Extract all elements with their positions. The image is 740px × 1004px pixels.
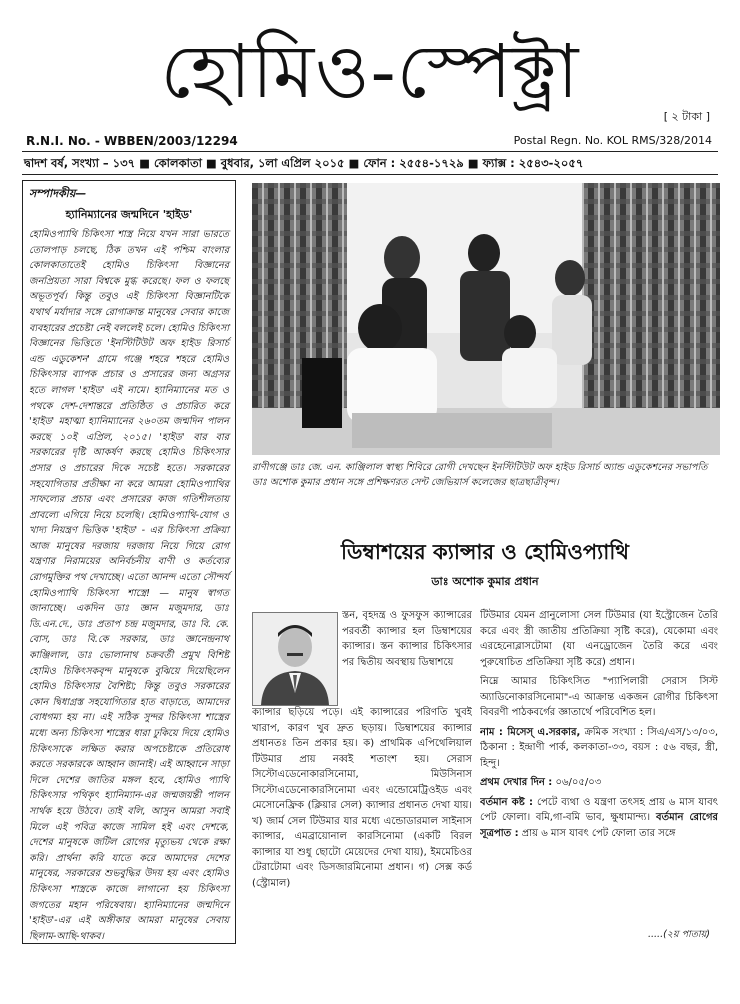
article-paragraph: ক্যান্সার ছড়িয়ে পড়ে। এই ক্যান্সারের পরিণতি খুবই খারাপ, কারণ খুব দ্রুত ছড়ায়। ডিম্বাশয়ের ক্যান্সার প্রধানতঃ তিন প্রকার হয়। ক) প্রাথমিক এপিথেলিয়াল টিউমার প্রায় নব্বই শতাংশ হয়। সেরাস সিস্টোএডেনোকারসিনোমা, মিউসিনাস সিস্টোএডেনোকারসিনোমা এবং এন্ডোমেট্রিওইড এবং মেসোনেফ্রিক (ক্লিয়ার সেল) ক্যান্সার প্রধানত দেখা যায়। খ) জার্ম সেল টিউমার যার মধ্যে এন্ডোডারমাল সাইনাস ক্যান্সার, এমব্রায়োনাল কারসিনোমা (একটি বিরল ক্যান্সার যা শুধু ছোটো মেয়েদের দেখা যায়), ইমমেচিওর টেরাটোমা এবং ডিসজারমিনোমা প্রধান। গ) সেক্স কর্ড (স্ট্রোমাল) bbox=[252, 707, 472, 889]
news-photo bbox=[252, 183, 720, 455]
masthead bbox=[0, 0, 740, 150]
photo-caption: রাণীগঞ্জে ডাঃ জে. এন. কাঞ্জিলাল স্বাস্থ্য শিবিরে রোগী দেখছেন ইনস্টিটিউট অফ হাইড রিসার্চ অ্যান্ড এডুকেশনের সভাপতি ডাঃ অশোক কুমার প্রধান সঙ্গে প্রশিক্ষণরত সেন্ট জেভিয়ার্স কলেজের ছাত্রছাত্রীবৃন্দ। bbox=[252, 462, 708, 488]
rni-number: R.N.I. No. - WBBEN/2003/12294 bbox=[26, 134, 238, 148]
complaint-label: বর্তমান কষ্ট : bbox=[480, 796, 534, 808]
article-column-2 bbox=[480, 608, 718, 948]
article-column-1 bbox=[252, 705, 472, 941]
continued-note: .....(২য় পাতায়) bbox=[648, 929, 710, 940]
newspaper-title: হোমিও-স্পেক্ট্রা bbox=[160, 29, 580, 115]
complaint bbox=[480, 795, 718, 842]
first-visit-text: ০৬/০৫/০৩ bbox=[552, 777, 602, 788]
onset-label: বর্তমান রোগের সূত্রপাত : bbox=[480, 812, 718, 839]
editorial-body: হোমিওপ্যাথি চিকিৎসা শাস্ত্র নিয়ে যখন সারা ভারতে তোলপাড় চলছে, ঠিক তখন এই পশ্চিম বাংলার কোলকাতাতেই হোমিও চিকিৎসা বিজ্ঞানের জনপ্রিয়তা সারা বিশ্বকে মুগ্ধ করেছে। ফল ও ফলছে অভূতপূর্ব। কিন্তু তবুও এই চিকিৎসা বিজ্ঞানটিকে যথার্থ মর্যাদার সঙ্গে রোগাক্রান্ত মানুষের সেবার কাজে ব্যবহারের প্রচেষ্টা নেই বললেই চলে। হোমিও চিকিৎসা বিজ্ঞানের ভিত্তিতে 'ইনস্টিটিউট অফ হাইড রিসার্চ এন্ড এডুকেশন' গ্রামে গঞ্জে শহরে শহরে হোমিও চিকিৎসার ব্যাপক প্রচার ও প্রসারের জন্য অগ্রসর হতে লাগল 'হাইড' এই নামে। হ্যানিম্যানের মত ও পথকে দেশ-দেশান্তরে প্রতিষ্ঠিত ও প্রচারিত করে 'হাইড' মহাত্মা হ্যানিম্যানের ২৬০তম জন্মদিন পালন করছে ১০ই এপ্রিল, ২০১৫। 'হাইড' বার বার সরকারের দৃষ্টি আকর্ষণ করছে হোমিও চিকিৎসার প্রসার ও প্রচারের দিকে সচেষ্ট হতে। সরকারের সহযোগিতার প্রতীক্ষা না করে আমরা হোমিওপ্যাথির সাফল্যের প্রচার এবং প্রসারের কাজ গতিশীলতায় প্রাবল্যে এগিয়ে নিয়ে চলেছি। হোমিওপ্যাথি-যোগ ও খাদ্য নিয়ন্ত্রণ ভিত্তিক 'হাইড' - এর চিকিৎসা প্রক্রিয়া আজ মানুষের দরজায় দরজায় নিয়ে গিয়ে রোগ যন্ত্রণার নিরাময়ের অনির্বচনীয় বাণী ও কর্তব্যের রোগমুক্তির পথ দেখাচ্ছে। এতো আনন্দ এতো সৌন্দর্য হোমিওপ্যাথি চিকিৎসা শাস্ত্রে! — মানুষ স্বাগত জানাচ্ছে। একদিন ডাঃ জ্ঞান মজুমদার, ডাঃ ডি.এন.দে., ডাঃ প্রতাপ চন্দ্র মজুমদার, ডাঃ বি. কে. বোস, ডাঃ বি.কে সরকার, ডাঃ জ্ঞানেন্দ্রনাথ কাঞ্জিলাল, ডাঃ ভোলানাথ চক্রবর্তী প্রমুখ বিশিষ্ট হোমিও চিকিৎসকবৃন্দ মানুষকে বুঝিয়ে দিয়েছিলেন হোমিও চিকিৎসার বৈশিষ্ট্য; কিন্তু তবুও সরকারের কোন দ্বিধাগ্রস্ত সহযোগিতার হাত বাড়াতে, আমাদের বোধগম্য হয় না। এই সঠিক সুন্দর চিকিৎসা শাস্ত্রের মধ্যে অন্য চিকিৎসা শাস্ত্রের ধারা ঢুকিয়ে দিয়ে হোমিও চিকিৎসাকে লক্ষিত করার অপচেষ্টাকে প্রতিরোধ করতে সরকারকে আহ্বান জানাই। এই আহ্বানে সাড়া দিলে দেশের জাতির মঙ্গল হবে, হোমিও প্যাথি চিকিৎসার পথিকৃৎ হ্যানিম্যান-এর জন্মজয়ন্তী পালন সার্থক হয়ে উঠবে। তাই বলি, আসুন আমরা সবাই মিলে এই পবিত্র কাজে সামিল হই এবং দেশকে, দেশের মানুষকে জটিল রোগের মৃত্যুভয় থেকে রক্ষা করি। প্রার্থনা করি যাতে করে আমাদের দেশের মানুষের, সরকারের শুভবুদ্ধির উদয় হয় এবং হোমিও চিকিৎসা শাস্ত্রকে কাজে লাগানো হয় চিকিৎসা জগতের মহান পরিষেবায়। হ্যানিম্যানের জন্মদিনে 'হাইড'-এর এই অঙ্গীকার আমরা মানুষের সেবায় ছিলাম-আছি-থাকব। bbox=[29, 229, 229, 942]
article-paragraph: টিউমার যেমন গ্রানুলোসা সেল টিউমার (যা ইস্ট্রোজেন তৈরি করে এবং স্ত্রী জাতীয় প্রতিক্রিয়া সৃষ্টি করে), যেকোমা এবং এরহেনোব্লাসটোমা (যা এনড্রোজেন তৈরি করে এবং পুরুষোচিত প্রতিক্রিয়া সৃষ্টি করে) প্রধান। bbox=[480, 610, 718, 668]
name-label: নাম : মিসেস্ এ.সরকার, bbox=[480, 726, 581, 738]
complaint-text: পেটে ব্যথা ও যন্ত্রণা তৎসহ প্রায় ৬ মাস যাবৎ পেট ফোলা। বমি,গা-বমি ভাব, ক্ষুধামান্দ্য। bbox=[480, 796, 718, 823]
dateline: দ্বাদশ বর্ষ, সংখ্যা – ১৩৭ ■ কোলকাতা ■ বুধবার, ১লা এপ্রিল ২০১৫ ■ ফোন : ২৫৫৪-১৭২৯ ■ ফ্যাক্স : ২৫৪৩-২০৫৭ bbox=[24, 156, 584, 170]
postal-registration: Postal Regn. No. KOL RMS/328/2014 bbox=[513, 134, 712, 147]
onset-text: প্রায় ৬ মাস যাবৎ পেট ফোলা তার সঙ্গে bbox=[518, 827, 676, 839]
article-byline: ডাঃ অশোক কুমার প্রধান bbox=[431, 575, 539, 588]
article-paragraph: নিম্নে আমার চিকিৎসিত "প্যাপিলারী সেরাস সিস্ট অ্যাডিনোকারসিনোমা"-এ আক্রান্ত একজন রোগীর চিকিৎসা বিবরণী পাঠকবর্গের জ্ঞাতার্থে পরিবেশিত হল। bbox=[480, 676, 718, 718]
author-photo bbox=[253, 613, 337, 705]
photo-illustration bbox=[252, 183, 720, 455]
editorial-box bbox=[22, 180, 236, 944]
name-text: ক্রমিক সংখ্যা : সিএ/এস/১৩/০৩, ঠিকানা : ইন্দ্রাণী পার্ক, কলকাতা-৩৩, বয়স : ৫৬ বছর, স্ত্রী, হিন্দু। bbox=[480, 726, 718, 769]
masthead-bottom-rule bbox=[22, 174, 718, 175]
patient-details bbox=[480, 725, 718, 772]
article-column-1-top bbox=[342, 608, 472, 704]
author-portrait bbox=[252, 612, 338, 706]
editorial-subheading: হ্যানিম্যানের জন্মদিনে 'হাইড' bbox=[65, 208, 193, 221]
first-visit bbox=[480, 775, 718, 791]
article-headline: ডিম্বাশয়ের ক্যান্সার ও হোমিওপ্যাথি bbox=[341, 539, 629, 564]
editorial-heading: সম্পাদকীয়— bbox=[29, 187, 87, 200]
first-visit-label: প্রথম দেখার দিন : bbox=[480, 777, 553, 788]
masthead-top-rule bbox=[22, 151, 718, 152]
price-tag: [ ২ টাকা ] bbox=[663, 110, 710, 123]
article-intro: স্তন, বৃহদন্ত্র ও ফুসফুস ক্যান্সারের পরবর্তী ক্যান্সার হল ডিম্বাশয়ের ক্যান্সার। স্তন ক্যান্সার চিকিৎসার পর দ্বিতীয় অবস্থায় ডিম্বাশয়ে bbox=[342, 610, 472, 668]
